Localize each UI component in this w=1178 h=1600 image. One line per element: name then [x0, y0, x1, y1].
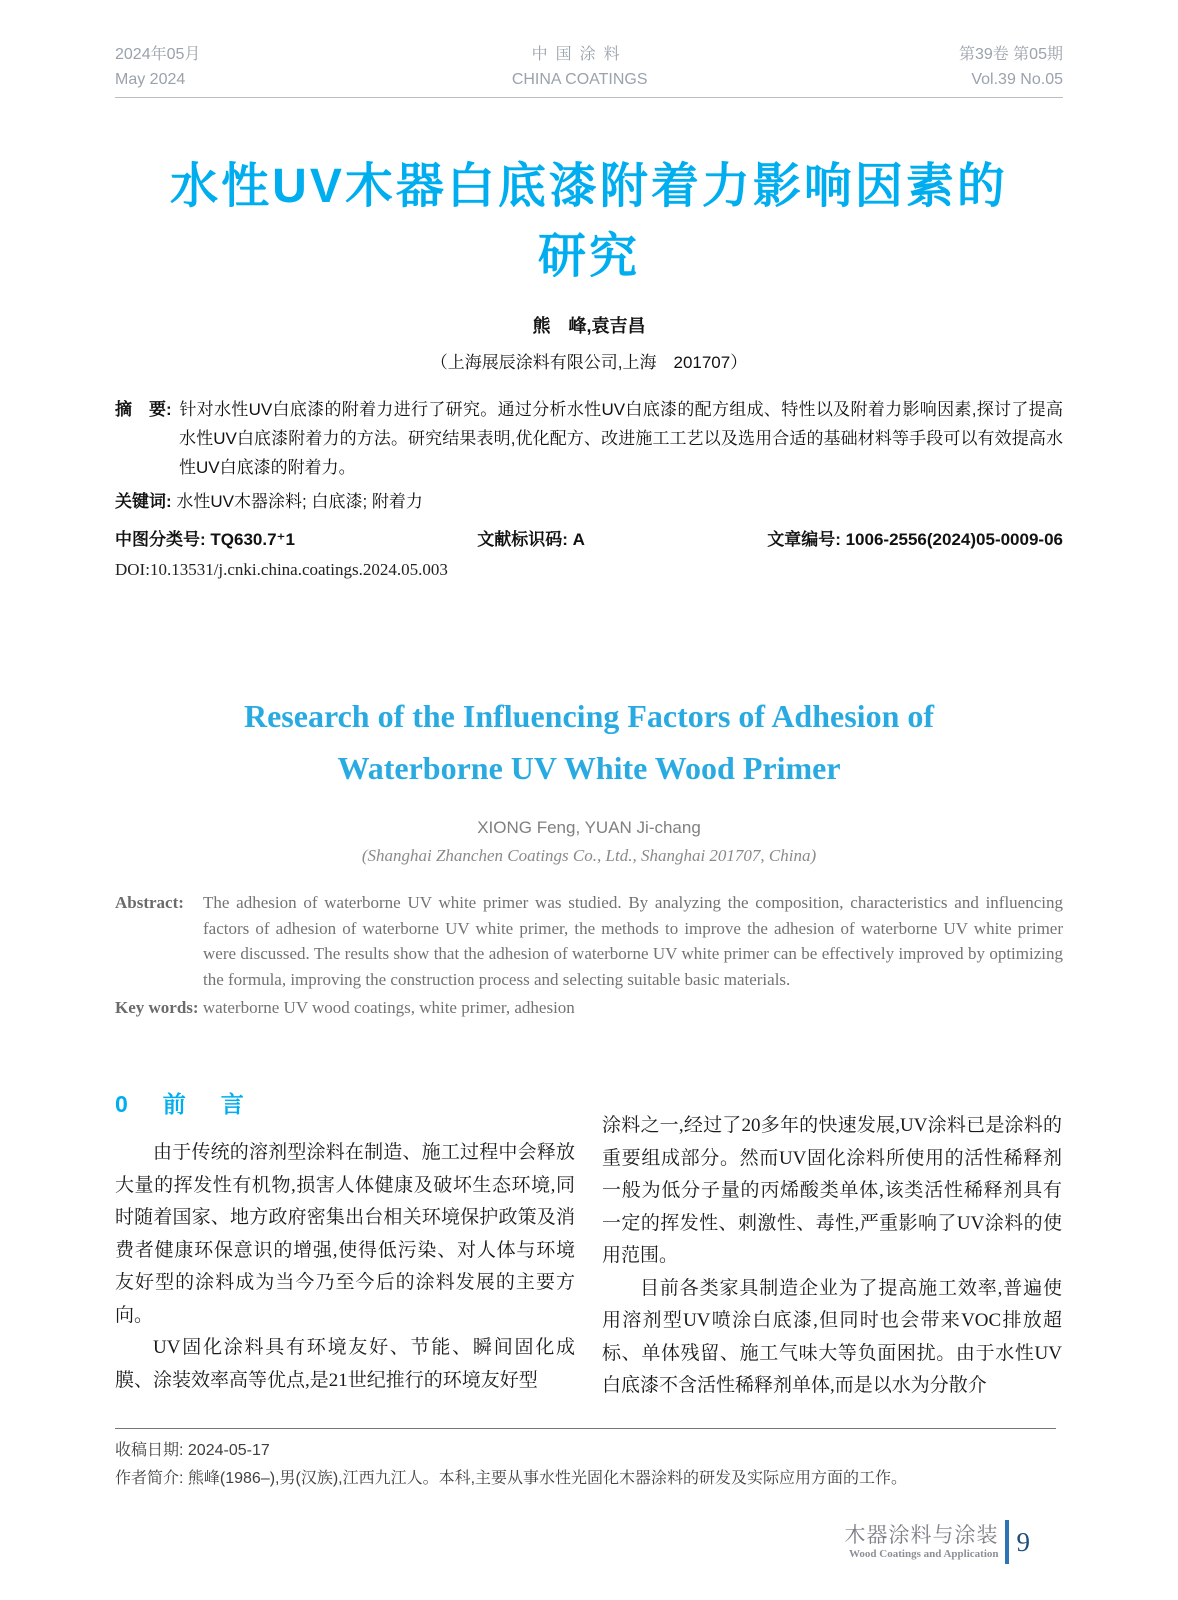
running-head-journal-en: CHINA COATINGS: [511, 71, 648, 88]
running-head-journal-cn: 中国涂料: [531, 46, 628, 63]
article-title-en-line1: Research of the Influencing Factors of Adhesion of: [243, 698, 935, 734]
abstract-en: [115, 890, 1063, 992]
affiliation-en: (Shanghai Zhanchen Coatings Co., Ltd., Shanghai 201707, China): [361, 846, 817, 865]
footnote: [115, 1428, 1056, 1493]
article-id-label: 文章编号:: [767, 530, 846, 549]
abstract-en-text: The adhesion of waterborne UV white primer was studied. By analyzing the composition, characteristics and influencing factors of adhesion of waterborne UV white primer, the methods to improve the adhesion of waterborne UV white primer were discussed. The results show that the adhesion of waterborne UV white primer can be effectively improved by optimizing the formula, improving the construction process and selecting suitable basic materials.: [203, 893, 1063, 989]
document-code-label: 文献标识码:: [477, 530, 573, 549]
journal-column-en: Wood Coatings and Application: [849, 1548, 999, 1560]
keywords-cn: [115, 487, 1063, 516]
body-paragraph: UV固化涂料具有环境友好、节能、瞬间固化成膜、涂装效率高等优点,是21世纪推行的环境友好型: [115, 1337, 575, 1391]
article-id: [767, 525, 1063, 550]
keywords-cn-label: 关键词:: [115, 492, 172, 511]
authors-cn: 熊 峰,袁吉昌: [532, 316, 646, 336]
abstract-en-label: Abstract:: [115, 893, 184, 912]
body-paragraph: 涂料之一,经过了20多年的快速发展,UV涂料已是涂料的重要组成部分。然而UV固化涂料所使用的活性稀释剂一般为低分子量的丙烯酸类单体,该类活性稀释剂具有一定的挥发性、刺激性、毒性,严重影响了UV涂料的使用范围。: [602, 1115, 1062, 1266]
abstract-cn: [115, 395, 1063, 482]
meta-row: [115, 525, 1063, 550]
clc-label: 中图分类号:: [115, 530, 211, 549]
journal-column-cn: 木器涂料与涂装: [844, 1524, 999, 1547]
running-head-date-en: May 2024: [115, 71, 186, 88]
running-head-journal: [512, 42, 648, 92]
body-paragraph: 由于传统的溶剂型涂料在制造、施工过程中会释放大量的挥发性有机物,损害人体健康及破坏生态环境,同时随着国家、地方政府密集出台相关环境保护政策及消费者健康环保意识的增强,使得低污染、对人体与环境友好型的涂料成为当今乃至今后的涂料发展的主要方向。: [115, 1142, 575, 1326]
keywords-en-label: Key words:: [115, 998, 199, 1017]
abstract-cn-label: 摘 要:: [115, 400, 172, 419]
author-bio: 作者简介: 熊峰(1986–),男(汉族),江西九江人。本科,主要从事水性光固化木器涂料的研发及实际应用方面的工作。: [115, 1470, 908, 1487]
body-column-right: [602, 1086, 1062, 1403]
authors-en: XIONG Feng, YUAN Ji-chang: [477, 818, 701, 837]
journal-mark: [845, 1520, 1031, 1564]
body-paragraph: 目前各类家具制造企业为了提高施工效率,普遍使用溶剂型UV喷涂白底漆,但同时也会带来VOC排放超标、单体残留、施工气味大等负面困扰。由于水性UV白底漆不含活性稀释剂单体,而是以水为分散介: [602, 1277, 1062, 1396]
running-head-date: [115, 42, 200, 92]
journal-mark-divider: [1005, 1520, 1009, 1564]
body-column-left: [115, 1086, 575, 1403]
keywords-en-text: waterborne UV wood coatings, white primer, adhesion: [198, 998, 575, 1017]
article-title-cn-line2: 研究: [537, 230, 640, 283]
section-0-heading: 0 前 言: [115, 1091, 250, 1117]
article-title-cn-line1: 水性UV木器白底漆附着力影响因素的: [170, 160, 1008, 213]
journal-column-name: [845, 1524, 999, 1560]
document-code-value: A: [572, 530, 585, 549]
document-code: [477, 525, 585, 550]
clc-value: TQ630.7⁺1: [210, 530, 295, 549]
article-id-value: 1006-2556(2024)05-0009-06: [845, 530, 1063, 549]
running-head-date-cn: 2024年05月: [115, 46, 201, 63]
running-head-issue-cn: 第39卷 第05期: [958, 46, 1063, 63]
article-title-en-line2: Waterborne UV White Wood Primer: [337, 750, 841, 786]
received-date: 收稿日期: 2024-05-17: [115, 1442, 270, 1459]
abstract-cn-text: 针对水性UV白底漆的附着力进行了研究。通过分析水性UV白底漆的配方组成、特性以及附着力影响因素,探讨了提高水性UV白底漆附着力的方法。研究结果表明,优化配方、改进施工工艺以及选用合适的基础材料等手段可以有效提高水性UV白底漆的附着力。: [179, 400, 1063, 477]
page-number: 9: [1016, 1526, 1030, 1557]
keywords-cn-text: 水性UV木器涂料; 白底漆; 附着力: [171, 492, 423, 511]
article-title-cn: [60, 152, 1118, 292]
keywords-en: [115, 998, 1063, 1018]
clc-number: [115, 525, 295, 550]
article-title-en: [80, 690, 1098, 794]
affiliation-cn: （上海展辰涂料有限公司,上海 201707）: [430, 353, 748, 372]
doi: DOI:10.13531/j.cnki.china.coatings.2024.05.003: [115, 560, 448, 579]
running-head: [115, 42, 1063, 98]
running-head-issue: [959, 42, 1063, 92]
running-head-issue-en: Vol.39 No.05: [971, 71, 1063, 88]
body-columns: [115, 1086, 1063, 1403]
